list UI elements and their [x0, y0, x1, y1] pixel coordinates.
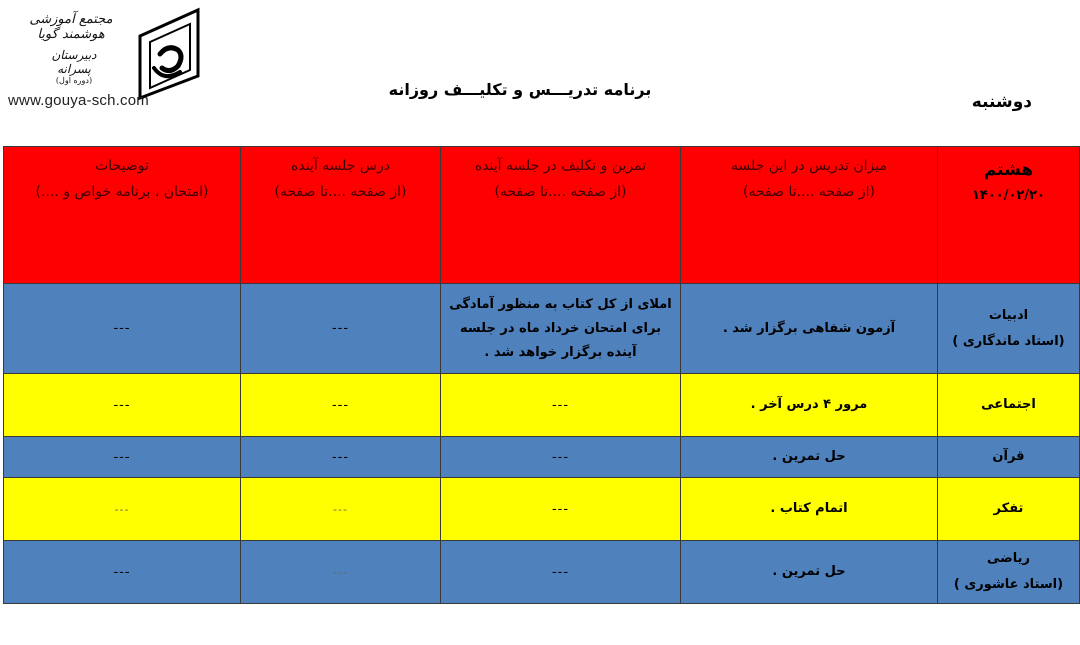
grade-label: هشتم — [983, 160, 1034, 180]
notes-cell: --- — [4, 478, 241, 541]
subject-name: ریاضی — [987, 551, 1030, 566]
next-lesson-cell: --- — [241, 541, 441, 604]
table-row — [4, 541, 1080, 604]
table-row — [4, 478, 1080, 541]
day-of-week: دوشنبه — [971, 92, 1032, 112]
table-row — [4, 374, 1080, 437]
logo-school-name: مجتمع آموزشی هوشمند گویا — [29, 12, 113, 42]
column-header-subtitle: (از صفحه ....تا صفحه) — [274, 184, 407, 200]
subject-cell — [938, 284, 1080, 374]
subject-cell — [938, 478, 1080, 541]
logo-website-url: www.gouya-sch.com — [8, 92, 149, 109]
next-lesson-cell: --- — [241, 284, 441, 374]
notes-cell: --- — [4, 284, 241, 374]
date-label: ۱۴۰۰/۰۲/۲۰ — [972, 188, 1045, 203]
homework-cell: --- — [441, 541, 681, 604]
subject-cell — [938, 374, 1080, 437]
column-header-subtitle: (از صفحه ....تا صفحه) — [494, 184, 627, 200]
subject-cell — [938, 437, 1080, 478]
homework-cell: --- — [441, 478, 681, 541]
teaching-cell: آزمون شفاهی برگزار شد . — [681, 284, 938, 374]
column-header-teaching — [681, 147, 938, 284]
teaching-cell: مرور ۴ درس آخر . — [681, 374, 938, 437]
homework-line: برای امتحان خرداد ماه در جلسه — [460, 320, 661, 336]
column-header-notes — [4, 147, 241, 284]
next-lesson-cell: --- — [241, 478, 441, 541]
column-header-title: تمرین و تکلیف در جلسه آینده — [474, 158, 647, 174]
table-header-row — [4, 147, 1080, 284]
column-header-title: توضیحات — [95, 158, 149, 174]
column-header-homework — [441, 147, 681, 284]
logo-school-type: دبیرستان پسرانه — [51, 48, 97, 76]
homework-line: آینده برگزار خواهد شد . — [484, 344, 637, 360]
homework-line: املای از کل کتاب به منظور آمادگی — [449, 296, 672, 312]
school-logo — [4, 4, 204, 114]
subject-teacher: (استاد عاشوری ) — [953, 577, 1064, 592]
subject-teacher: (استاد ماندگاری ) — [952, 333, 1065, 349]
notes-cell: --- — [4, 541, 241, 604]
homework-cell — [441, 284, 681, 374]
column-header-title: درس جلسه آینده — [291, 158, 390, 174]
next-lesson-cell: --- — [241, 437, 441, 478]
homework-cell: --- — [441, 437, 681, 478]
column-header-subtitle: (امتحان ، برنامه خواص و ....) — [35, 184, 209, 200]
teaching-cell: حل تمرین . — [681, 437, 938, 478]
notes-cell: --- — [4, 437, 241, 478]
document-title: برنامه تدریـــس و تکلیـــف روزانه — [388, 80, 652, 99]
homework-cell: --- — [441, 374, 681, 437]
gouya-logo-icon — [132, 6, 206, 102]
subject-name: تفکر — [993, 501, 1024, 516]
schedule-table — [3, 146, 1080, 604]
next-lesson-cell: --- — [241, 374, 441, 437]
teaching-cell: اتمام کتاب . — [681, 478, 938, 541]
subject-name: ادبیات — [988, 307, 1029, 323]
subject-name: اجتماعی — [981, 397, 1036, 412]
grade-date-cell — [938, 147, 1080, 284]
table-row — [4, 284, 1080, 374]
teaching-cell: حل تمرین . — [681, 541, 938, 604]
column-header-next-lesson — [241, 147, 441, 284]
logo-school-level: (دوره اول) — [55, 76, 93, 85]
column-header-title: میزان تدریس در این جلسه — [731, 158, 887, 174]
subject-name: قرآن — [992, 449, 1025, 464]
column-header-subtitle: (از صفحه ....تا صفحه) — [743, 184, 875, 200]
subject-cell — [938, 541, 1080, 604]
table-row — [4, 437, 1080, 478]
notes-cell: --- — [4, 374, 241, 437]
